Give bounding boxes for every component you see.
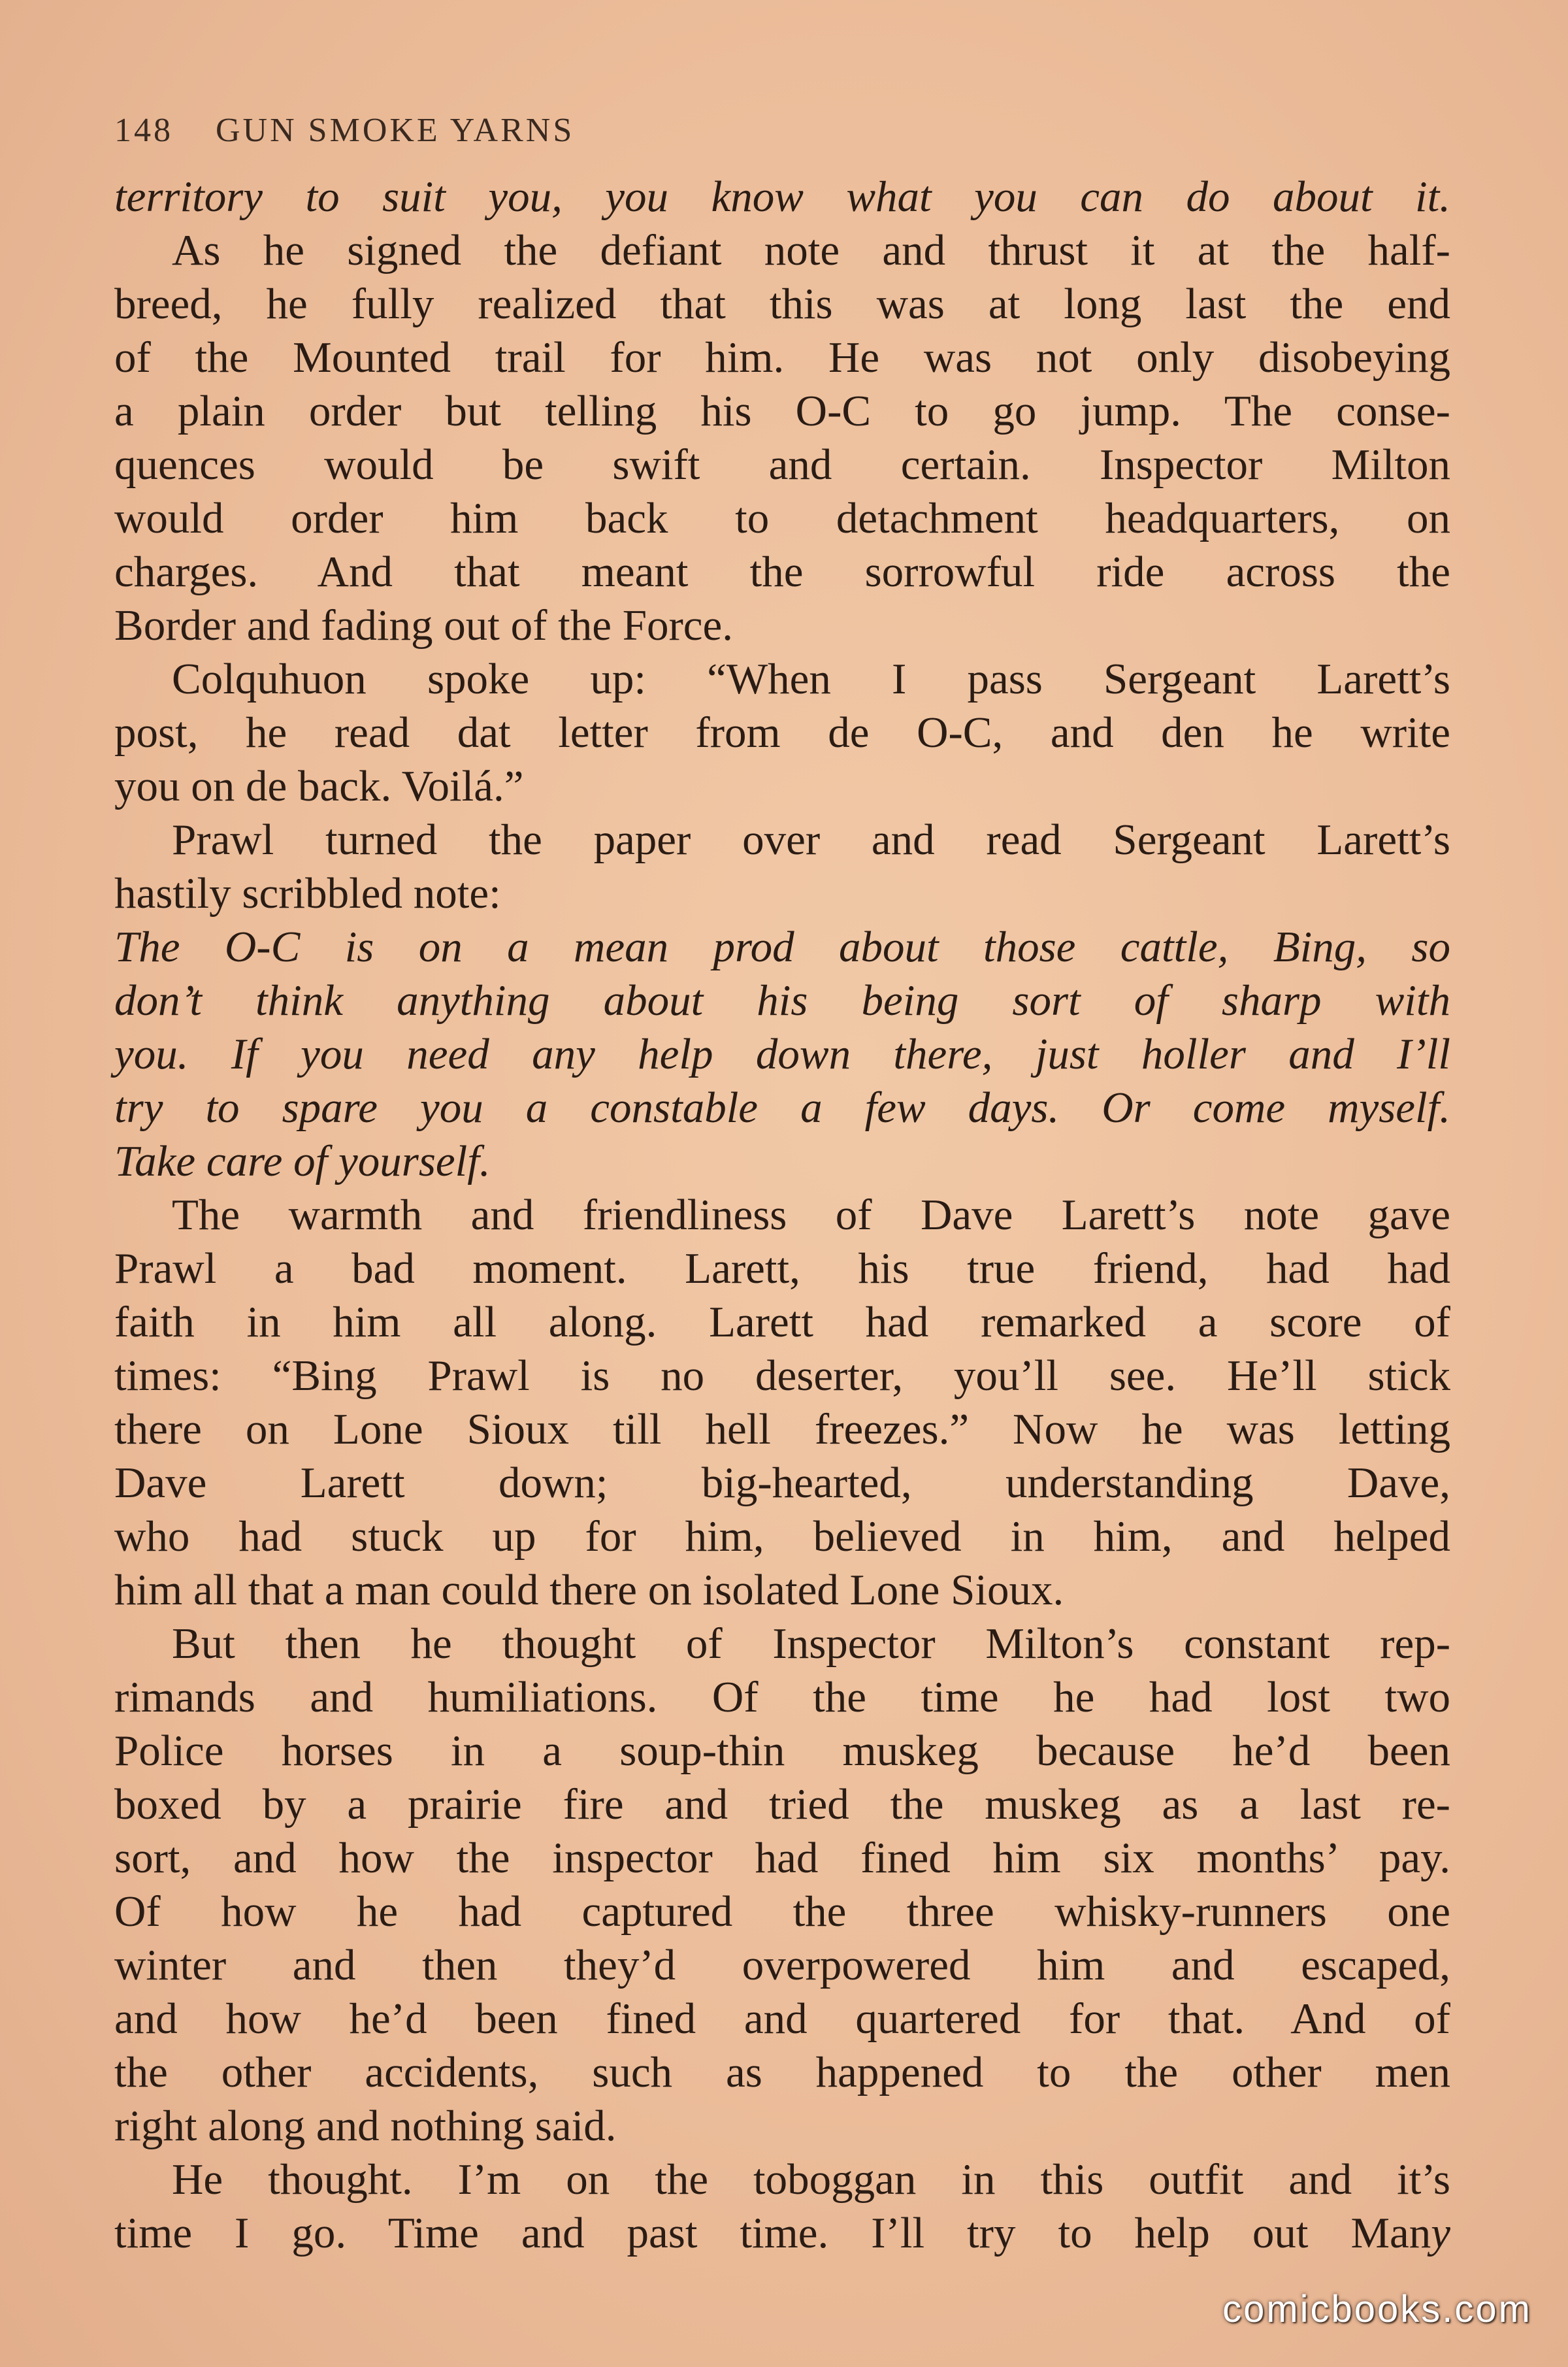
text-line: of the Mounted trail for him. He was not only disobeying: [114, 333, 1450, 382]
text-line: Border and fading out of the Force.: [114, 601, 734, 650]
text-line: charges. And that meant the sorrowful ride across the: [114, 548, 1450, 596]
text-line: sort, and how the inspector had fined him six months’ pay.: [114, 1834, 1450, 1882]
text-line: who had stuck up for him, believed in him, and helped: [114, 1512, 1450, 1561]
text-line: hastily scribbled note:: [114, 869, 501, 918]
text-line: post, he read dat letter from de O-C, and den he write: [114, 708, 1450, 757]
text-line: breed, he fully realized that this was at long last the end: [114, 280, 1450, 328]
page-number: 148: [114, 112, 173, 149]
text-line: The O-C is on a mean prod about those cattle, Bing, so: [114, 923, 1450, 971]
text-line: try to spare you a constable a few days. Or come myself.: [114, 1084, 1450, 1132]
text-line: Of how he had captured the three whisky-runners one: [114, 1887, 1450, 1936]
text-line: winter and then they’d overpowered him and escaped,: [114, 1941, 1450, 1989]
text-line: the other accidents, such as happened to the other men: [114, 2048, 1450, 2096]
running-head: [114, 91, 1450, 170]
text-line: rimands and humiliations. Of the time he had lost two: [114, 1673, 1450, 1721]
body-text: [114, 170, 1450, 2260]
site-watermark: comicbooks.com: [1222, 2288, 1532, 2330]
text-line: [114, 2206, 1450, 2260]
text-line: Prawl turned the paper over and read Sergeant Larett’s: [172, 816, 1450, 864]
text-line: The warmth and friendliness of Dave Larett’s note gave: [172, 1191, 1450, 1239]
text-line: But then he thought of Inspector Milton’s constant rep-: [172, 1619, 1450, 1668]
text-line: right along and nothing said.: [114, 2102, 617, 2150]
text-line: him all that a man could there on isolated Lone Sioux.: [114, 1566, 1064, 1614]
text-line: Dave Larett down; big-hearted, understanding Dave,: [114, 1459, 1450, 1507]
text-line: and how he’d been fined and quartered for that. And of: [114, 1995, 1450, 2043]
book-page: [114, 91, 1450, 2300]
text-line-italic-part: y: [1431, 2209, 1450, 2257]
text-line: would order him back to detachment headquarters, on: [114, 494, 1450, 542]
text-line: you on de back. Voilá.”: [114, 762, 524, 810]
text-line-roman-part: time I go. Time and past time. I’ll try to help out Man: [114, 2209, 1431, 2257]
text-line: there on Lone Sioux till hell freezes.” Now he was letting: [114, 1405, 1450, 1453]
text-line: don’t think anything about his being sort of sharp with: [114, 976, 1450, 1025]
text-line: faith in him all along. Larett had remarked a score of: [114, 1298, 1450, 1346]
text-line: times: “Bing Prawl is no deserter, you’ll see. He’ll stick: [114, 1351, 1450, 1400]
book-title: GUN SMOKE YARNS: [216, 112, 575, 149]
text-line: Colquhuon spoke up: “When I pass Sergeant Larett’s: [172, 655, 1450, 703]
text-line: He thought. I’m on the toboggan in this outfit and it’s: [172, 2155, 1450, 2204]
text-line: As he signed the defiant note and thrust it at the half-: [172, 226, 1450, 274]
text-line: a plain order but telling his O-C to go jump. The conse-: [114, 387, 1450, 435]
text-line: territory to suit you, you know what you can do about it.: [114, 173, 1450, 221]
text-line: Take care of yourself.: [114, 1137, 491, 1185]
text-line: Prawl a bad moment. Larett, his true friend, had had: [114, 1244, 1450, 1293]
text-line: Police horses in a soup-thin muskeg because he’d been: [114, 1727, 1450, 1775]
text-line: you. If you need any help down there, just holler and I’ll: [114, 1030, 1450, 1078]
text-line: quences would be swift and certain. Inspector Milton: [114, 440, 1450, 489]
text-line: boxed by a prairie fire and tried the muskeg as a last re-: [114, 1780, 1450, 1829]
